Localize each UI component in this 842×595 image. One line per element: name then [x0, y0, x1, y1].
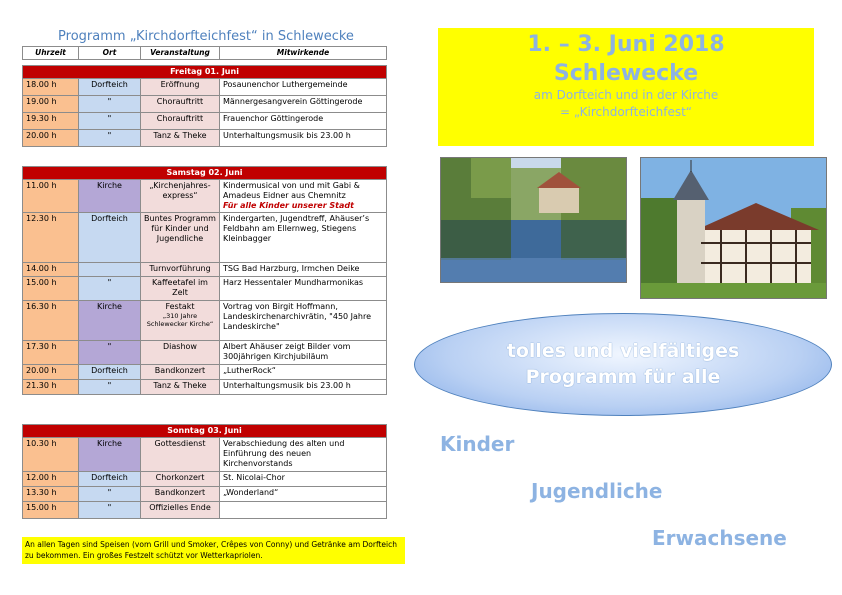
event-subtitle-1: am Dorfteich und in der Kirche	[533, 88, 719, 102]
header-mitwirkende: Mitwirkende	[220, 47, 387, 60]
who-cell: Unterhaltungsmusik bis 23.00 h	[220, 380, 387, 395]
ort-cell: "	[79, 380, 141, 395]
event-cell: „Kirchenjahres-express“	[141, 180, 220, 213]
header-ort: Ort	[79, 47, 141, 60]
table-row	[23, 487, 387, 502]
table-row	[23, 96, 387, 113]
table-row	[23, 438, 387, 472]
church-photo	[640, 157, 827, 299]
event-cell: Tanz & Theke	[141, 130, 220, 147]
time-cell: 11.00 h	[23, 180, 79, 213]
program-bubble	[414, 313, 832, 416]
time-cell: 21.30 h	[23, 380, 79, 395]
who-cell: „Wonderland“	[220, 487, 387, 502]
audience-jugendliche: Jugendliche	[531, 479, 663, 503]
table-row	[23, 263, 387, 277]
event-subtext: „310 Jahre Schlewecker Kirche“	[146, 312, 214, 328]
pond-photo	[440, 157, 627, 283]
table-row	[23, 180, 387, 213]
event-date: 1. – 3. Juni 2018	[527, 32, 725, 57]
ort-cell: Dorfteich	[79, 365, 141, 380]
ort-cell: Kirche	[79, 180, 141, 213]
time-cell: 12.00 h	[23, 472, 79, 487]
table-row	[23, 79, 387, 96]
table-header	[23, 47, 387, 60]
ort-cell: "	[79, 113, 141, 130]
bubble-line-1: tolles und vielfältiges	[506, 340, 740, 362]
time-cell: 13.30 h	[23, 487, 79, 502]
who-cell: Kindergarten, Jugendtreff, Ahäuser’s Feldbahn am Ellernweg, Stiegens Kleinbagger	[220, 213, 387, 263]
audience-erwachsene: Erwachsene	[652, 526, 787, 550]
who-emphasis: Für alle Kinder unserer Stadt	[223, 201, 354, 210]
table-row	[23, 130, 387, 147]
header-uhrzeit: Uhrzeit	[23, 47, 79, 60]
ort-cell: "	[79, 277, 141, 301]
table-row	[23, 472, 387, 487]
catering-note: An allen Tagen sind Speisen (vom Grill und Smoker, Crêpes von Conny) und Getränke am Dorfteich zu bekommen. Ein großes Festzelt schützt vor Wetterkapriolen.	[22, 537, 405, 564]
ort-cell: Kirche	[79, 438, 141, 472]
day-header-saturday: Samstag 02. Juni	[23, 167, 387, 180]
time-cell: 14.00 h	[23, 263, 79, 277]
ort-cell: Dorfteich	[79, 472, 141, 487]
event-cell: Eröffnung	[141, 79, 220, 96]
event-cell: Tanz & Theke	[141, 380, 220, 395]
table-row	[23, 365, 387, 380]
table-row	[23, 277, 387, 301]
table-row	[23, 380, 387, 395]
event-cell: Chorauftritt	[141, 96, 220, 113]
time-cell: 20.00 h	[23, 130, 79, 147]
event-cell: Gottesdienst	[141, 438, 220, 472]
time-cell: 19.30 h	[23, 113, 79, 130]
saturday-table	[22, 166, 387, 395]
who-cell: „LutherRock“	[220, 365, 387, 380]
time-cell: 18.00 h	[23, 79, 79, 96]
who-cell: Albert Ahäuser zeigt Bilder vom 300jährigen Kirchjubiläum	[220, 341, 387, 365]
event-cell: Bandkonzert	[141, 487, 220, 502]
time-cell: 20.00 h	[23, 365, 79, 380]
table-row	[23, 113, 387, 130]
who-cell	[220, 502, 387, 519]
event-place: Schlewecke	[553, 61, 699, 86]
ort-cell: "	[79, 96, 141, 113]
time-cell: 15.00 h	[23, 277, 79, 301]
sunday-table	[22, 424, 387, 519]
table-row	[23, 502, 387, 519]
ort-cell: "	[79, 502, 141, 519]
event-text: Festakt	[165, 302, 195, 311]
event-cell: Buntes Programm für Kinder und Jugendliche	[141, 213, 220, 263]
event-cell: Diashow	[141, 341, 220, 365]
header-veranstaltung: Veranstaltung	[141, 47, 220, 60]
day-header-friday: Freitag 01. Juni	[23, 66, 387, 79]
who-cell	[220, 180, 387, 213]
time-cell: 17.30 h	[23, 341, 79, 365]
program-title: Programm „Kirchdorfteichfest“ in Schlewecke	[58, 29, 354, 44]
who-cell: Frauenchor Göttingerode	[220, 113, 387, 130]
table-row	[23, 341, 387, 365]
ort-cell: Kirche	[79, 301, 141, 341]
who-cell: Verabschiedung des alten und Einführung des neuen Kirchenvorstands	[220, 438, 387, 472]
event-cell: Chorauftritt	[141, 113, 220, 130]
table-row	[23, 301, 387, 341]
time-cell: 10.30 h	[23, 438, 79, 472]
friday-table	[22, 46, 387, 147]
time-cell: 12.30 h	[23, 213, 79, 263]
table-row	[23, 213, 387, 263]
event-cell: Offizielles Ende	[141, 502, 220, 519]
who-cell: Posaunenchor Luthergemeinde	[220, 79, 387, 96]
event-cell: Kaffeetafel im Zelt	[141, 277, 220, 301]
who-cell: St. Nicolai-Chor	[220, 472, 387, 487]
who-cell: Unterhaltungsmusik bis 23.00 h	[220, 130, 387, 147]
who-text: Kindermusical von und mit Gabi & Amadeus Eidner aus Chemnitz	[223, 181, 360, 200]
bubble-line-2: Programm für alle	[525, 366, 721, 388]
time-cell: 15.00 h	[23, 502, 79, 519]
who-cell: Harz Hessentaler Mundharmonikas	[220, 277, 387, 301]
event-cell: Bandkonzert	[141, 365, 220, 380]
event-cell: Chorkonzert	[141, 472, 220, 487]
who-cell: Vortrag von Birgit Hoffmann, Landeskirchenarchivrätin, "450 Jahre Landeskirche"	[220, 301, 387, 341]
time-cell: 19.00 h	[23, 96, 79, 113]
time-cell: 16.30 h	[23, 301, 79, 341]
event-cell	[141, 301, 220, 341]
ort-cell: Dorfteich	[79, 79, 141, 96]
ort-cell: "	[79, 487, 141, 502]
who-cell: TSG Bad Harzburg, Irmchen Deike	[220, 263, 387, 277]
ort-cell: Dorfteich	[79, 213, 141, 263]
ort-cell: "	[79, 341, 141, 365]
day-header-sunday: Sonntag 03. Juni	[23, 425, 387, 438]
ort-cell	[79, 263, 141, 277]
ort-cell: "	[79, 130, 141, 147]
audience-kinder: Kinder	[440, 432, 515, 456]
event-cell: Turnvorführung	[141, 263, 220, 277]
event-subtitle-2: = „Kirchdorfteichfest“	[559, 105, 693, 119]
who-cell: Männergesangverein Göttingerode	[220, 96, 387, 113]
header-box	[438, 28, 814, 146]
